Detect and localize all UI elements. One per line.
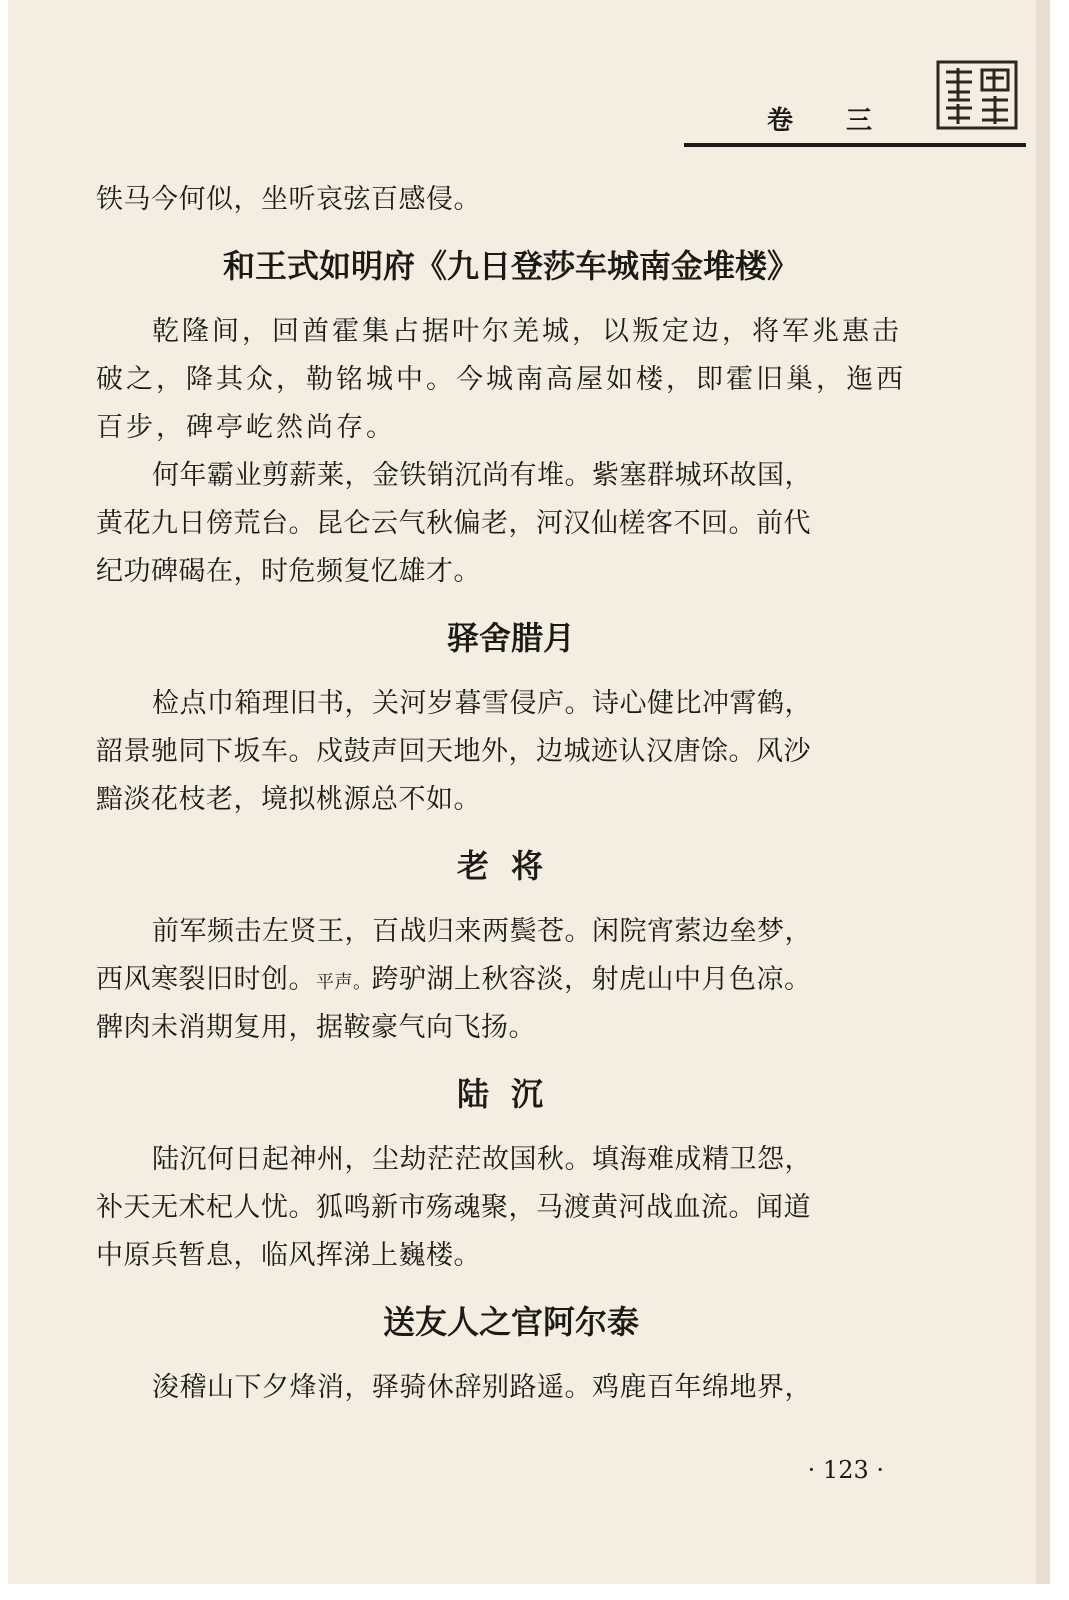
header-rule (684, 143, 1026, 147)
page-number: · 123 · (807, 1456, 884, 1484)
poem-title: 和王式如明府《九日登莎车城南金堆楼》 (222, 247, 799, 285)
verse-line: 检点巾箱理旧书，关河岁暮雪侵庐。诗心健比冲霄鹤， (152, 688, 812, 719)
poem-title: 陆沉 (456, 1075, 565, 1113)
book-page (8, 0, 1044, 1584)
text-line: 铁马今何似，坐听哀弦百感侵。 (96, 184, 481, 215)
verse-line: 中原兵暂息，临风挥涕上巍楼。 (96, 1240, 481, 1271)
seal-stamp-icon (936, 60, 1018, 130)
page-content (96, 176, 926, 1412)
pronunciation-note: 平声。 (316, 972, 372, 993)
poem-title: 老将 (456, 847, 565, 885)
verse-text: 跨驴湖上秋容淡，射虎山中月色凉。 (371, 964, 812, 995)
verse-line: 浚稽山下夕烽消，驿骑休辞别路遥。鸡鹿百年绵地界， (152, 1372, 812, 1403)
verse-line: 补天无术杞人忧。狐鸣新市殇魂聚，马渡黄河战血流。闻道 (96, 1192, 811, 1223)
preface-line: 百步，碑亭屹然尚存。 (96, 412, 396, 443)
verse-line: 黯淡花枝老，境拟桃源总不如。 (96, 784, 481, 815)
verse-line: 黄花九日傍荒台。昆仑云气秋偏老，河汉仙槎客不回。前代 (96, 508, 811, 539)
poem-title: 驿舍腊月 (446, 619, 575, 657)
verse-line: 纪功碑碣在，时危频复忆雄才。 (96, 556, 481, 587)
verse-line: 髀肉未消期复用，据鞍豪气向飞扬。 (96, 1012, 536, 1043)
verse-line: 韶景驰同下坂车。戍鼓声回天地外，边城迹认汉唐馀。风沙 (96, 736, 811, 767)
chapter-heading: 卷 三 (766, 106, 894, 136)
verse-line: 何年霸业剪薪莱，金铁销沉尚有堆。紫塞群城环故国， (152, 460, 812, 491)
verse-line: 前军频击左贤王，百战归来两鬓苍。闲院宵萦边垒梦， (152, 916, 812, 947)
verse-text: 西风寒裂旧时创。 (96, 964, 316, 995)
preface-line: 乾隆间，回酋霍集占据叶尔羌城，以叛定边，将军兆惠击 (152, 316, 902, 347)
verse-line (96, 956, 926, 1004)
preface-line: 破之，降其众，勒铭城中。今城南高屋如楼，即霍旧巢，迤西 (96, 364, 906, 395)
page-edge (1036, 0, 1050, 1584)
verse-line: 陆沉何日起神州，尘劫茫茫故国秋。填海难成精卫怨， (152, 1144, 812, 1175)
poem-title: 送友人之官阿尔泰 (382, 1303, 639, 1341)
